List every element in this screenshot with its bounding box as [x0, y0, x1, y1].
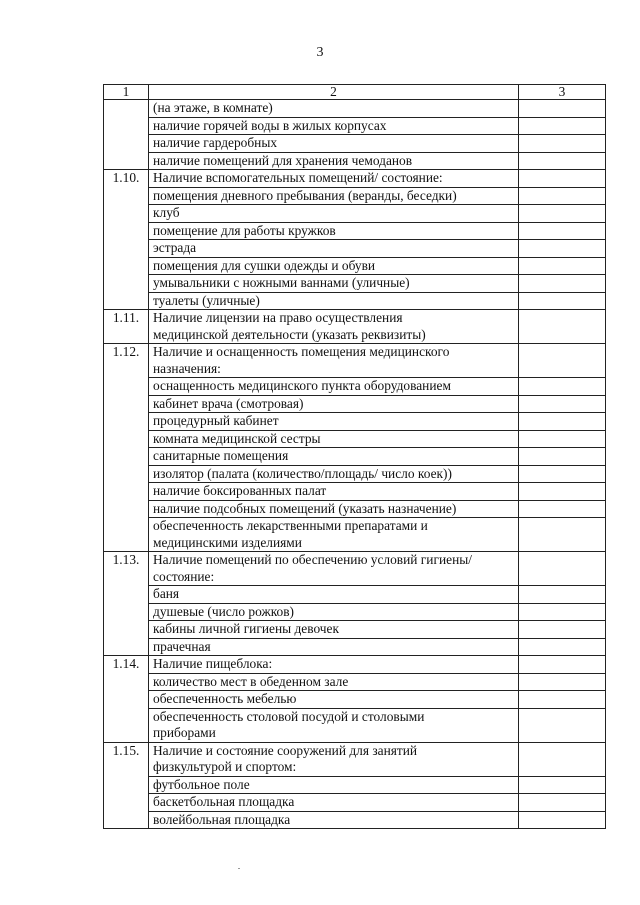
- item-number: [104, 586, 149, 604]
- item-number: [104, 257, 149, 275]
- item-value-cell[interactable]: [519, 292, 606, 310]
- item-number: 1.12.: [104, 344, 149, 378]
- item-text: обеспеченность лекарственными препаратами и медицинскими изделиями: [149, 518, 519, 552]
- item-value-cell[interactable]: [519, 811, 606, 829]
- item-value-cell[interactable]: [519, 240, 606, 258]
- item-text: кабинет врача (смотровая): [149, 395, 519, 413]
- item-text: душевые (число рожков): [149, 603, 519, 621]
- item-value-cell[interactable]: [519, 275, 606, 293]
- item-number: [104, 117, 149, 135]
- item-number: [104, 673, 149, 691]
- item-text: оснащенность медицинского пункта оборудованием: [149, 378, 519, 396]
- item-value-cell[interactable]: [519, 378, 606, 396]
- item-value-cell[interactable]: [519, 205, 606, 223]
- table-row: [104, 413, 606, 431]
- item-text: помещения для сушки одежды и обуви: [149, 257, 519, 275]
- table-row: [104, 465, 606, 483]
- table-row: [104, 500, 606, 518]
- item-number: [104, 135, 149, 153]
- table-row: [104, 135, 606, 153]
- table-row: [104, 100, 606, 118]
- item-number: [104, 205, 149, 223]
- item-text: санитарные помещения: [149, 448, 519, 466]
- item-text: волейбольная площадка: [149, 811, 519, 829]
- header-col-2: 2: [149, 85, 519, 100]
- item-text: процедурный кабинет: [149, 413, 519, 431]
- item-number: [104, 500, 149, 518]
- item-number: 1.15.: [104, 742, 149, 776]
- item-text: помещения дневного пребывания (веранды, беседки): [149, 187, 519, 205]
- table-row: [104, 310, 606, 344]
- form-table: [103, 84, 606, 829]
- table-row: [104, 586, 606, 604]
- item-number: [104, 794, 149, 812]
- item-number: 1.13.: [104, 552, 149, 586]
- table-row: [104, 656, 606, 674]
- item-value-cell[interactable]: [519, 222, 606, 240]
- item-value-cell[interactable]: [519, 100, 606, 118]
- scan-artifact: [238, 868, 240, 869]
- table-row: [104, 240, 606, 258]
- item-text: Наличие лицензии на право осуществления медицинской деятельности (указать реквизиты): [149, 310, 519, 344]
- item-text: Наличие помещений по обеспечению условий гигиены/ состояние:: [149, 552, 519, 586]
- item-value-cell[interactable]: [519, 448, 606, 466]
- item-number: [104, 621, 149, 639]
- table-row: [104, 117, 606, 135]
- item-text: количество мест в обеденном зале: [149, 673, 519, 691]
- item-text: Наличие и оснащенность помещения медицинского назначения:: [149, 344, 519, 378]
- item-text: Наличие вспомогательных помещений/ состояние:: [149, 170, 519, 188]
- item-value-cell[interactable]: [519, 117, 606, 135]
- item-number: 1.11.: [104, 310, 149, 344]
- item-number: [104, 776, 149, 794]
- item-number: [104, 222, 149, 240]
- item-value-cell[interactable]: [519, 257, 606, 275]
- item-number: [104, 152, 149, 170]
- item-number: [104, 275, 149, 293]
- item-number: [104, 603, 149, 621]
- item-text: туалеты (уличные): [149, 292, 519, 310]
- table-row: [104, 275, 606, 293]
- item-number: 1.10.: [104, 170, 149, 188]
- table-row: [104, 552, 606, 586]
- item-number: [104, 448, 149, 466]
- table-row: [104, 742, 606, 776]
- table-header: [104, 85, 606, 100]
- item-value-cell[interactable]: [519, 344, 606, 378]
- item-text: кабины личной гигиены девочек: [149, 621, 519, 639]
- item-text: обеспеченность мебелью: [149, 691, 519, 709]
- table-row: [104, 344, 606, 378]
- item-value-cell[interactable]: [519, 500, 606, 518]
- table-body: [104, 100, 606, 829]
- table-row: [104, 621, 606, 639]
- item-number: [104, 413, 149, 431]
- table-row: [104, 187, 606, 205]
- item-value-cell[interactable]: [519, 483, 606, 501]
- item-value-cell[interactable]: [519, 776, 606, 794]
- table-row: [104, 170, 606, 188]
- table-row: [104, 811, 606, 829]
- item-text: умывальники с ножными ваннами (уличные): [149, 275, 519, 293]
- item-value-cell[interactable]: [519, 603, 606, 621]
- item-value-cell[interactable]: [519, 638, 606, 656]
- table-row: [104, 152, 606, 170]
- table-row: [104, 222, 606, 240]
- table-row: [104, 205, 606, 223]
- item-value-cell[interactable]: [519, 430, 606, 448]
- item-number: [104, 100, 149, 118]
- table-row: [104, 776, 606, 794]
- item-text: наличие боксированных палат: [149, 483, 519, 501]
- item-number: [104, 465, 149, 483]
- item-value-cell[interactable]: [519, 395, 606, 413]
- item-value-cell[interactable]: [519, 310, 606, 344]
- item-value-cell[interactable]: [519, 673, 606, 691]
- item-number: [104, 691, 149, 709]
- item-text: баня: [149, 586, 519, 604]
- item-number: [104, 240, 149, 258]
- item-value-cell[interactable]: [519, 742, 606, 776]
- item-value-cell[interactable]: [519, 586, 606, 604]
- item-text: наличие горячей воды в жилых корпусах: [149, 117, 519, 135]
- table-row: [104, 673, 606, 691]
- header-row: [104, 85, 606, 100]
- table-row: [104, 603, 606, 621]
- table-row: [104, 794, 606, 812]
- item-text: наличие подсобных помещений (указать назначение): [149, 500, 519, 518]
- item-text: баскетбольная площадка: [149, 794, 519, 812]
- item-value-cell[interactable]: [519, 656, 606, 674]
- table-row: [104, 257, 606, 275]
- item-text: эстрада: [149, 240, 519, 258]
- header-col-1: 1: [104, 85, 149, 100]
- table-row: [104, 448, 606, 466]
- item-text: Наличие пищеблока:: [149, 656, 519, 674]
- table-row: [104, 430, 606, 448]
- item-value-cell[interactable]: [519, 465, 606, 483]
- page-number: 3: [316, 45, 324, 60]
- table-row: [104, 638, 606, 656]
- item-number: [104, 638, 149, 656]
- item-number: [104, 708, 149, 742]
- item-text: (на этаже, в комнате): [149, 100, 519, 118]
- item-value-cell[interactable]: [519, 708, 606, 742]
- item-number: [104, 378, 149, 396]
- item-text: наличие помещений для хранения чемоданов: [149, 152, 519, 170]
- table-row: [104, 691, 606, 709]
- item-text: помещение для работы кружков: [149, 222, 519, 240]
- item-text: футбольное поле: [149, 776, 519, 794]
- item-value-cell[interactable]: [519, 152, 606, 170]
- item-value-cell[interactable]: [519, 552, 606, 586]
- item-value-cell[interactable]: [519, 135, 606, 153]
- table-row: [104, 483, 606, 501]
- item-text: клуб: [149, 205, 519, 223]
- item-text: наличие гардеробных: [149, 135, 519, 153]
- item-text: Наличие и состояние сооружений для занятий физкультурой и спортом:: [149, 742, 519, 776]
- item-value-cell[interactable]: [519, 187, 606, 205]
- item-value-cell[interactable]: [519, 691, 606, 709]
- item-value-cell[interactable]: [519, 518, 606, 552]
- item-number: [104, 395, 149, 413]
- table-row: [104, 395, 606, 413]
- item-number: [104, 430, 149, 448]
- item-number: [104, 292, 149, 310]
- item-number: [104, 811, 149, 829]
- item-value-cell[interactable]: [519, 621, 606, 639]
- item-text: комната медицинской сестры: [149, 430, 519, 448]
- item-text: изолятор (палата (количество/площадь/ число коек)): [149, 465, 519, 483]
- item-value-cell[interactable]: [519, 413, 606, 431]
- item-number: 1.14.: [104, 656, 149, 674]
- table-row: [104, 708, 606, 742]
- item-number: [104, 187, 149, 205]
- table-row: [104, 292, 606, 310]
- header-col-3: 3: [519, 85, 606, 100]
- table-row: [104, 378, 606, 396]
- item-number: [104, 518, 149, 552]
- item-text: обеспеченность столовой посудой и столовыми приборами: [149, 708, 519, 742]
- table-row: [104, 518, 606, 552]
- item-value-cell[interactable]: [519, 170, 606, 188]
- item-number: [104, 483, 149, 501]
- item-text: прачечная: [149, 638, 519, 656]
- item-value-cell[interactable]: [519, 794, 606, 812]
